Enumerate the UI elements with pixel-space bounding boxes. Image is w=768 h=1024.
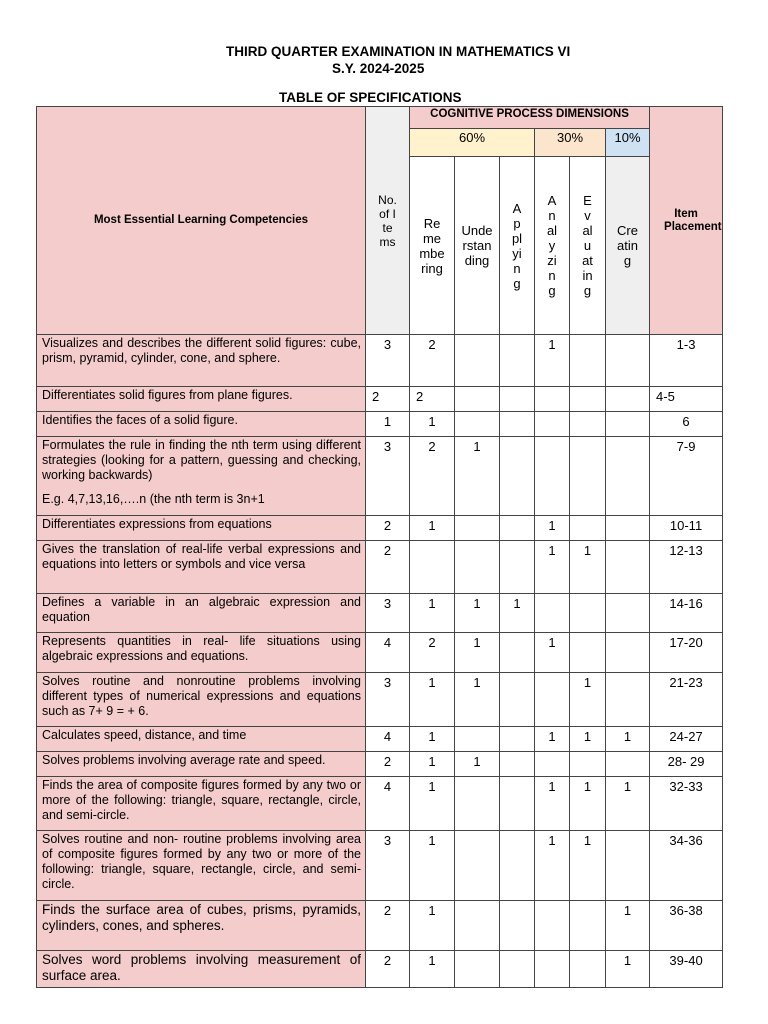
cell-app — [500, 437, 535, 516]
items-count: 2 — [366, 901, 410, 951]
cell-eva — [570, 951, 606, 988]
table-row — [37, 412, 723, 437]
competency-cell — [37, 412, 366, 437]
competency-cell — [37, 516, 366, 541]
competency-text: Defines a variable in an algebraic expression and equation — [42, 595, 361, 624]
header-understanding: Understanding — [455, 157, 500, 335]
cell-rem: 2 — [410, 633, 455, 673]
cell-app — [500, 777, 535, 831]
cell-rem: 1 — [410, 901, 455, 951]
cell-eva — [570, 516, 606, 541]
cell-eva: 1 — [570, 727, 606, 752]
competency-cell — [37, 752, 366, 777]
cell-cre — [606, 412, 650, 437]
cell-rem: 1 — [410, 752, 455, 777]
table-row — [37, 335, 723, 387]
cell-und — [455, 901, 500, 951]
cell-cre: 1 — [606, 951, 650, 988]
cell-und — [455, 831, 500, 901]
items-count: 1 — [366, 412, 410, 437]
cell-rem: 2 — [410, 437, 455, 516]
items-count: 3 — [366, 594, 410, 633]
competency-cell — [37, 777, 366, 831]
item-placement: 7-9 — [650, 437, 723, 516]
table-row — [37, 901, 723, 951]
header-evaluating: Evaluating — [570, 157, 606, 335]
cell-und — [455, 412, 500, 437]
exam-title: THIRD QUARTER EXAMINATION IN MATHEMATICS VI — [226, 44, 571, 59]
table-row — [37, 541, 723, 594]
item-placement: 24-27 — [650, 727, 723, 752]
specifications-table — [36, 106, 723, 988]
competency-text: Finds the area of composite figures formed by any two or more of the following: triangle, square, rectangle, circle, and semi-circle. — [42, 778, 361, 822]
cell-eva: 1 — [570, 673, 606, 727]
cell-rem: 1 — [410, 777, 455, 831]
competency-text: Solves routine and non- routine problems involving area of composite figures formed by any two or more of the following: triangle, square, rectangle, circle, and semi- circle. — [42, 832, 361, 891]
item-placement: 17-20 — [650, 633, 723, 673]
cell-ana — [535, 752, 570, 777]
header-applying: Applying — [500, 157, 535, 335]
cell-eva: 1 — [570, 777, 606, 831]
cell-und: 1 — [455, 437, 500, 516]
competency-text: Differentiates solid figures from plane figures. — [42, 388, 293, 402]
items-count: 3 — [366, 673, 410, 727]
competency-text: Gives the translation of real-life verbal expressions and equations into letters or symbols and vice versa — [42, 542, 361, 571]
cell-rem: 2 — [410, 387, 455, 412]
header-analyzing: Analyzing — [535, 157, 570, 335]
cell-cre — [606, 594, 650, 633]
competency-text: Solves routine and nonroutine problems involving different types of numerical expressions and equations such as 7+ 9 = + 6. — [42, 674, 361, 718]
item-placement: 21-23 — [650, 673, 723, 727]
school-year: S.Y. 2024-2025 — [332, 61, 425, 76]
cell-app: 1 — [500, 594, 535, 633]
competency-text: Identifies the faces of a solid figure. — [42, 413, 238, 427]
table-row — [37, 633, 723, 673]
cell-und — [455, 335, 500, 387]
competency-cell — [37, 951, 366, 988]
cell-eva — [570, 633, 606, 673]
cell-und — [455, 516, 500, 541]
cell-eva — [570, 335, 606, 387]
cell-app — [500, 951, 535, 988]
cell-und — [455, 541, 500, 594]
cell-rem: 1 — [410, 727, 455, 752]
header-no-of-items: No. of Items — [366, 107, 410, 335]
header-competencies: Most Essential Learning Competencies — [37, 107, 366, 335]
cell-rem: 1 — [410, 516, 455, 541]
cell-ana: 1 — [535, 516, 570, 541]
cell-eva — [570, 901, 606, 951]
competency-cell — [37, 335, 366, 387]
cell-ana: 1 — [535, 633, 570, 673]
items-count: 3 — [366, 437, 410, 516]
header-60-percent: 60% — [410, 129, 535, 157]
competency-cell — [37, 901, 366, 951]
item-placement: 36-38 — [650, 901, 723, 951]
table-row — [37, 752, 723, 777]
cell-und: 1 — [455, 752, 500, 777]
cell-cre — [606, 541, 650, 594]
cell-cre — [606, 673, 650, 727]
cell-rem: 1 — [410, 594, 455, 633]
table-row — [37, 387, 723, 412]
cell-cre — [606, 516, 650, 541]
header-10-percent: 10% — [606, 129, 650, 157]
cell-ana — [535, 412, 570, 437]
items-count: 2 — [366, 516, 410, 541]
cell-app — [500, 633, 535, 673]
header-remembering: Remembering — [410, 157, 455, 335]
item-placement: 28- 29 — [650, 752, 723, 777]
header-item-placement: Item Placement — [650, 107, 723, 335]
header-creating: Creating — [606, 157, 650, 335]
items-count: 2 — [366, 752, 410, 777]
competency-cell — [37, 673, 366, 727]
cell-rem: 1 — [410, 673, 455, 727]
competency-cell — [37, 831, 366, 901]
cell-cre — [606, 752, 650, 777]
item-placement: 6 — [650, 412, 723, 437]
table-row — [37, 437, 723, 516]
cell-rem — [410, 541, 455, 594]
table-row — [37, 727, 723, 752]
competency-text: Solves word problems involving measurement of surface area. — [42, 952, 361, 983]
cell-ana — [535, 437, 570, 516]
header-30-percent: 30% — [535, 129, 606, 157]
cell-app — [500, 673, 535, 727]
items-count: 4 — [366, 633, 410, 673]
cell-ana: 1 — [535, 777, 570, 831]
cell-ana — [535, 673, 570, 727]
cell-und: 1 — [455, 633, 500, 673]
competency-example: E.g. 4,7,13,16,….n (the nth term is 3n+1 — [42, 492, 265, 506]
competency-cell — [37, 541, 366, 594]
competency-text: Visualizes and describes the different solid figures: cube, prism, pyramid, cylinder, cone, and sphere. — [42, 336, 361, 365]
items-count: 2 — [366, 387, 410, 412]
table-row — [37, 594, 723, 633]
cell-ana: 1 — [535, 831, 570, 901]
competency-text: Solves problems involving average rate and speed. — [42, 753, 326, 767]
items-count: 2 — [366, 951, 410, 988]
items-count: 4 — [366, 727, 410, 752]
cell-cre: 1 — [606, 901, 650, 951]
item-placement: 4-5 — [650, 387, 723, 412]
competency-cell — [37, 727, 366, 752]
cell-ana — [535, 951, 570, 988]
cell-und — [455, 727, 500, 752]
competency-cell — [37, 633, 366, 673]
cell-cre — [606, 831, 650, 901]
table-title: TABLE OF SPECIFICATIONS — [279, 90, 462, 105]
cell-eva — [570, 752, 606, 777]
cell-ana: 1 — [535, 541, 570, 594]
cell-app — [500, 335, 535, 387]
table-row — [37, 516, 723, 541]
competency-text: Represents quantities in real- life situations using algebraic expressions and equations. — [42, 634, 361, 663]
item-placement: 39-40 — [650, 951, 723, 988]
cell-rem: 1 — [410, 831, 455, 901]
cell-cre: 1 — [606, 777, 650, 831]
cell-ana — [535, 594, 570, 633]
cell-rem: 1 — [410, 412, 455, 437]
table-row — [37, 831, 723, 901]
items-count: 3 — [366, 831, 410, 901]
cell-app — [500, 541, 535, 594]
cell-app — [500, 727, 535, 752]
items-count: 3 — [366, 335, 410, 387]
table-row — [37, 673, 723, 727]
cell-eva: 1 — [570, 541, 606, 594]
competency-text: Differentiates expressions from equations — [42, 517, 272, 531]
cell-eva — [570, 412, 606, 437]
item-placement: 14-16 — [650, 594, 723, 633]
cell-app — [500, 831, 535, 901]
items-count: 2 — [366, 541, 410, 594]
cell-eva: 1 — [570, 831, 606, 901]
cell-cre — [606, 387, 650, 412]
cell-app — [500, 412, 535, 437]
competency-text: Formulates the rule in finding the nth term using different strategies (looking for a pattern, guessing and checking, working backwards) — [42, 438, 361, 482]
competency-text: Finds the surface area of cubes, prisms, pyramids, cylinders, cones, and spheres. — [42, 902, 361, 933]
table-row — [37, 951, 723, 988]
header-cognitive-dimensions: COGNITIVE PROCESS DIMENSIONS — [410, 107, 650, 129]
cell-eva — [570, 594, 606, 633]
item-placement: 1-3 — [650, 335, 723, 387]
item-placement: 34-36 — [650, 831, 723, 901]
item-placement: 32-33 — [650, 777, 723, 831]
cell-app — [500, 516, 535, 541]
item-placement: 10-11 — [650, 516, 723, 541]
cell-rem: 2 — [410, 335, 455, 387]
competency-cell — [37, 437, 366, 516]
cell-app — [500, 387, 535, 412]
cell-app — [500, 901, 535, 951]
cell-und — [455, 951, 500, 988]
table-row — [37, 777, 723, 831]
cell-cre — [606, 437, 650, 516]
cell-und: 1 — [455, 673, 500, 727]
cell-und — [455, 387, 500, 412]
cell-eva — [570, 437, 606, 516]
cell-ana: 1 — [535, 727, 570, 752]
item-placement: 12-13 — [650, 541, 723, 594]
items-count: 4 — [366, 777, 410, 831]
cell-app — [500, 752, 535, 777]
cell-cre — [606, 633, 650, 673]
cell-cre: 1 — [606, 727, 650, 752]
cell-ana: 1 — [535, 335, 570, 387]
cell-cre — [606, 335, 650, 387]
cell-ana — [535, 901, 570, 951]
competency-cell — [37, 594, 366, 633]
cell-und — [455, 777, 500, 831]
cell-rem: 1 — [410, 951, 455, 988]
competency-cell — [37, 387, 366, 412]
competency-text: Calculates speed, distance, and time — [42, 728, 247, 742]
cell-und: 1 — [455, 594, 500, 633]
cell-eva — [570, 387, 606, 412]
cell-ana — [535, 387, 570, 412]
